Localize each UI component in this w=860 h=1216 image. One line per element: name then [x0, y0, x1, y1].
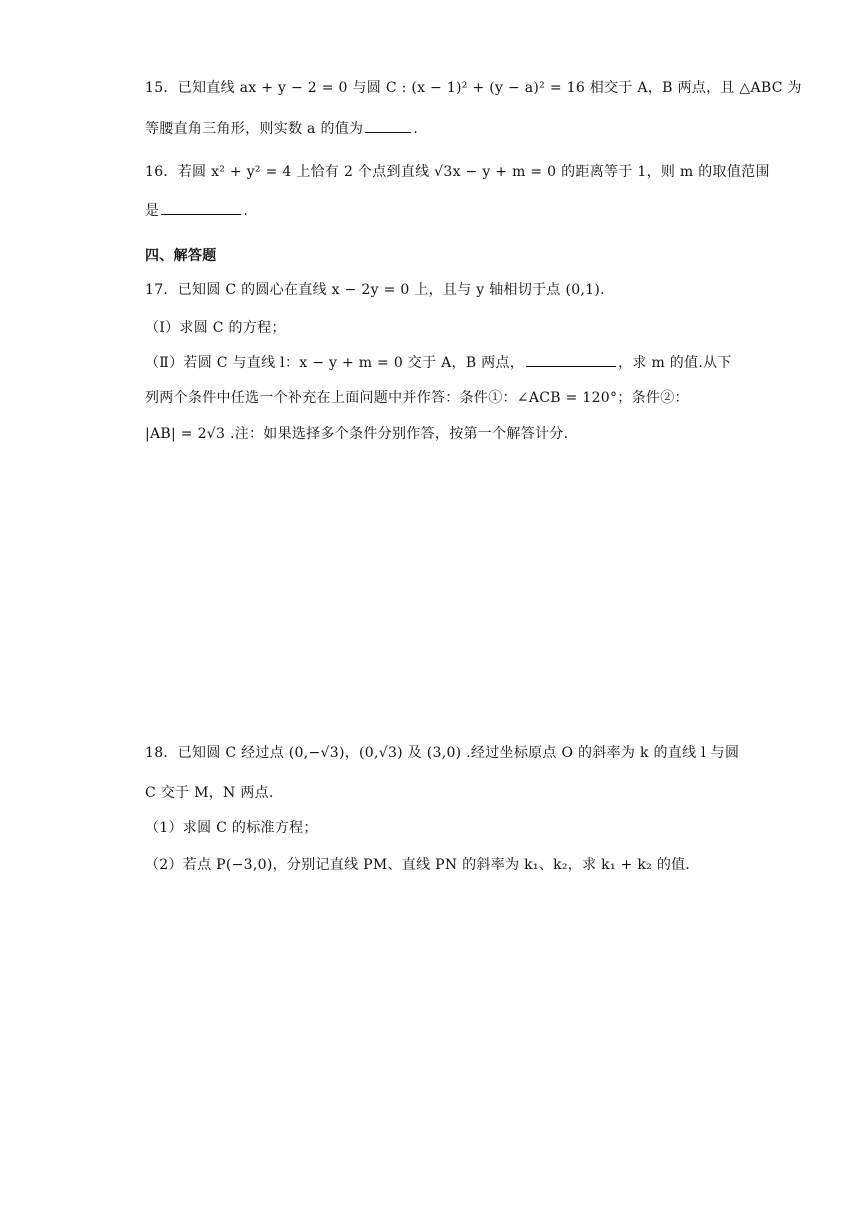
q15-answer-blank[interactable]: [365, 118, 411, 133]
q17-line-4: 列两个条件中任选一个补充在上面问题中并作答：条件①：∠ACB = 120°；条件②：: [145, 390, 689, 406]
q17-part-2: [145, 352, 732, 373]
q17-part-2-end: ，求 m 的值.从下: [618, 355, 732, 371]
q18-line-1: 18．已知圆 C 经过点 (0,−√3)，(0,√3) 及 (3,0) .经过坐标原点 O 的斜率为 k 的直线 l 与圆: [145, 745, 740, 761]
q17-condition-blank[interactable]: [526, 352, 616, 367]
q16-text: 是: [145, 203, 160, 219]
q15-line-2: [145, 118, 725, 139]
section-heading: 四、解答题: [145, 248, 217, 264]
q16-end: .: [243, 203, 249, 219]
q15-text: 等腰直角三角形，则实数 a 的值为: [145, 121, 364, 137]
q16-line-2: [145, 200, 725, 221]
q17-line-1: 17．已知圆 C 的圆心在直线 x − 2y = 0 上，且与 y 轴相切于点 (0,1)．: [145, 282, 615, 298]
q17-line-5: |AB| = 2√3 .注：如果选择多个条件分别作答，按第一个解答计分.: [145, 426, 569, 442]
q18-part-2: （2）若点 P(−3,0)，分别记直线 PM、直线 PN 的斜率为 k₁、k₂，求 k₁ + k₂ 的值.: [145, 857, 691, 873]
q15-line-1: 15．已知直线 ax + y − 2 = 0 与圆 C : (x − 1)² + (y − a)² = 16 相交于 A，B 两点，且 △ABC 为: [145, 80, 802, 96]
q18-part-1: （1）求圆 C 的标准方程；: [145, 820, 318, 836]
q17-part-1: （Ⅰ）求圆 C 的方程；: [145, 320, 286, 336]
q16-line-1: 16．若圆 x² + y² = 4 上恰有 2 个点到直线 √3x − y + m = 0 的距离等于 1，则 m 的取值范围: [145, 164, 770, 180]
q17-part-2-text: （Ⅱ）若圆 C 与直线 l：x − y + m = 0 交于 A，B 两点，: [145, 355, 525, 371]
q16-answer-blank[interactable]: [161, 200, 241, 215]
q18-line-2: C 交于 M，N 两点.: [145, 785, 274, 801]
q15-end: .: [413, 121, 419, 137]
